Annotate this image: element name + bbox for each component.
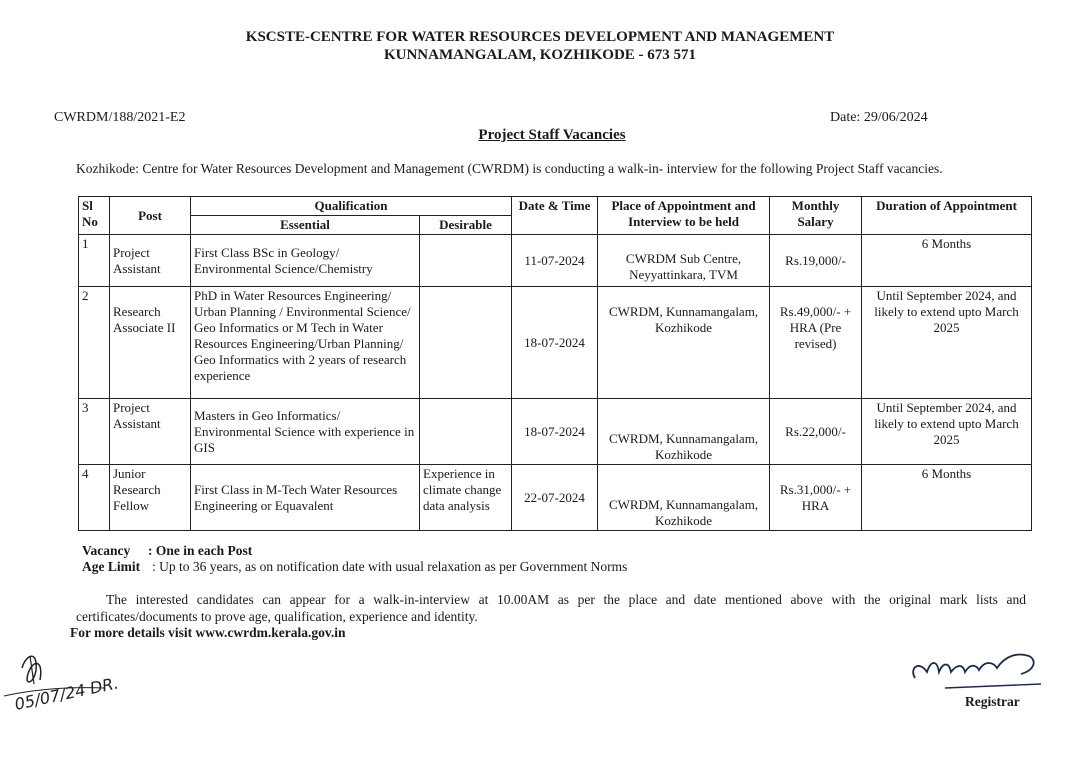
cell-place: CWRDM, Kunnamangalam, Kozhikode <box>598 287 770 399</box>
cell-salary: Rs.49,000/- + HRA (Pre revised) <box>770 287 862 399</box>
cell-sl: 3 <box>79 399 110 465</box>
cell-place: CWRDM, Kunnamangalam, Kozhikode <box>598 465 770 531</box>
cell-desirable: Experience in climate change data analysis <box>420 465 512 531</box>
cell-sl: 1 <box>79 235 110 287</box>
cell-essential: First Class in M-Tech Water Resources Engineering or Equavalent <box>191 465 420 531</box>
cell-place: CWRDM, Kunnamangalam, Kozhikode <box>598 399 770 465</box>
cell-duration: Until September 2024, and likely to extend upto March 2025 <box>862 399 1032 465</box>
cell-date: 11-07-2024 <box>512 235 598 287</box>
table-row <box>79 399 1032 465</box>
registrar-signature <box>905 638 1045 698</box>
cell-salary: Rs.31,000/- + HRA <box>770 465 862 531</box>
vacancy-line <box>82 543 252 559</box>
signatory-title: Registrar <box>965 694 1020 709</box>
initials-signature <box>0 636 130 736</box>
cell-post: Project Assistant <box>110 235 191 287</box>
cell-duration: 6 Months <box>862 235 1032 287</box>
age-limit-value: : Up to 36 years, as on notification date with usual relaxation as per Government Norms <box>152 559 628 574</box>
cell-date: 18-07-2024 <box>512 399 598 465</box>
more-details: For more details visit www.cwrdm.kerala.gov.in <box>70 625 346 640</box>
cell-essential: First Class BSc in Geology/ Environmental Science/Chemistry <box>191 235 420 287</box>
cell-desirable <box>420 399 512 465</box>
col-post-header: Post <box>110 197 191 235</box>
vacancy-value: : One in each Post <box>148 543 253 558</box>
cell-salary: Rs.19,000/- <box>770 235 862 287</box>
intro-text: Kozhikode: Centre for Water Resources Development and Management (CWRDM) is conducting a walk-in- interview for the following Project Staff vacancies. <box>76 161 943 176</box>
cell-sl: 4 <box>79 465 110 531</box>
vacancy-table <box>78 196 1032 531</box>
signature-date-note: 05/07/24 DR. <box>12 673 120 714</box>
reference-number: CWRDM/188/2021-E2 <box>54 110 186 125</box>
cell-essential: Masters in Geo Informatics/ Environmental Science with experience in GIS <box>191 399 420 465</box>
table-row <box>79 465 1032 531</box>
cell-duration: 6 Months <box>862 465 1032 531</box>
col-qualification-header: Qualification <box>191 197 512 216</box>
cell-sl: 2 <box>79 287 110 399</box>
age-limit-line <box>82 559 627 575</box>
col-salary-header: Monthly Salary <box>770 197 862 235</box>
cell-post: Project Assistant <box>110 399 191 465</box>
instructions-paragraph: The interested candidates can appear for a walk-in-interview at 10.00AM as per the place and date mentioned above with the original mark lists and certificates/documents to prove age, qualification, experience and identity. <box>76 592 1026 624</box>
cell-desirable <box>420 287 512 399</box>
cell-post: Research Associate II <box>110 287 191 399</box>
cell-date: 22-07-2024 <box>512 465 598 531</box>
cell-post: Junior Research Fellow <box>110 465 191 531</box>
col-place-header: Place of Appointment and Interview to be held <box>598 197 770 235</box>
cell-salary: Rs.22,000/- <box>770 399 862 465</box>
col-desirable-header: Desirable <box>420 216 512 235</box>
page-title: Project Staff Vacancies <box>478 127 626 143</box>
cell-place: CWRDM Sub Centre, Neyyattinkara, TVM <box>598 235 770 287</box>
table-header-row <box>79 197 1032 216</box>
col-sl-header: Sl No <box>79 197 110 235</box>
table-row <box>79 235 1032 287</box>
cell-date: 18-07-2024 <box>512 287 598 399</box>
vacancy-label: Vacancy <box>82 543 131 558</box>
age-limit-label: Age Limit <box>82 559 141 574</box>
org-address: KUNNAMANGALAM, KOZHIKODE - 673 571 <box>383 47 697 63</box>
cell-desirable <box>420 235 512 287</box>
col-duration-header: Duration of Appointment <box>862 197 1032 235</box>
cell-essential: PhD in Water Resources Engineering/ Urban Planning / Environmental Science/ Geo Informatics or M Tech in Water Resources Engineering/Urban Planning/ Geo Informatics with 2 years of research experience <box>191 287 420 399</box>
col-date-header: Date & Time <box>512 197 598 235</box>
org-name: KSCSTE-CENTRE FOR WATER RESOURCES DEVELOPMENT AND MANAGEMENT <box>245 29 835 45</box>
col-essential-header: Essential <box>191 216 420 235</box>
table-row <box>79 287 1032 399</box>
notice-date: Date: 29/06/2024 <box>830 110 928 125</box>
cell-duration: Until September 2024, and likely to extend upto March 2025 <box>862 287 1032 399</box>
